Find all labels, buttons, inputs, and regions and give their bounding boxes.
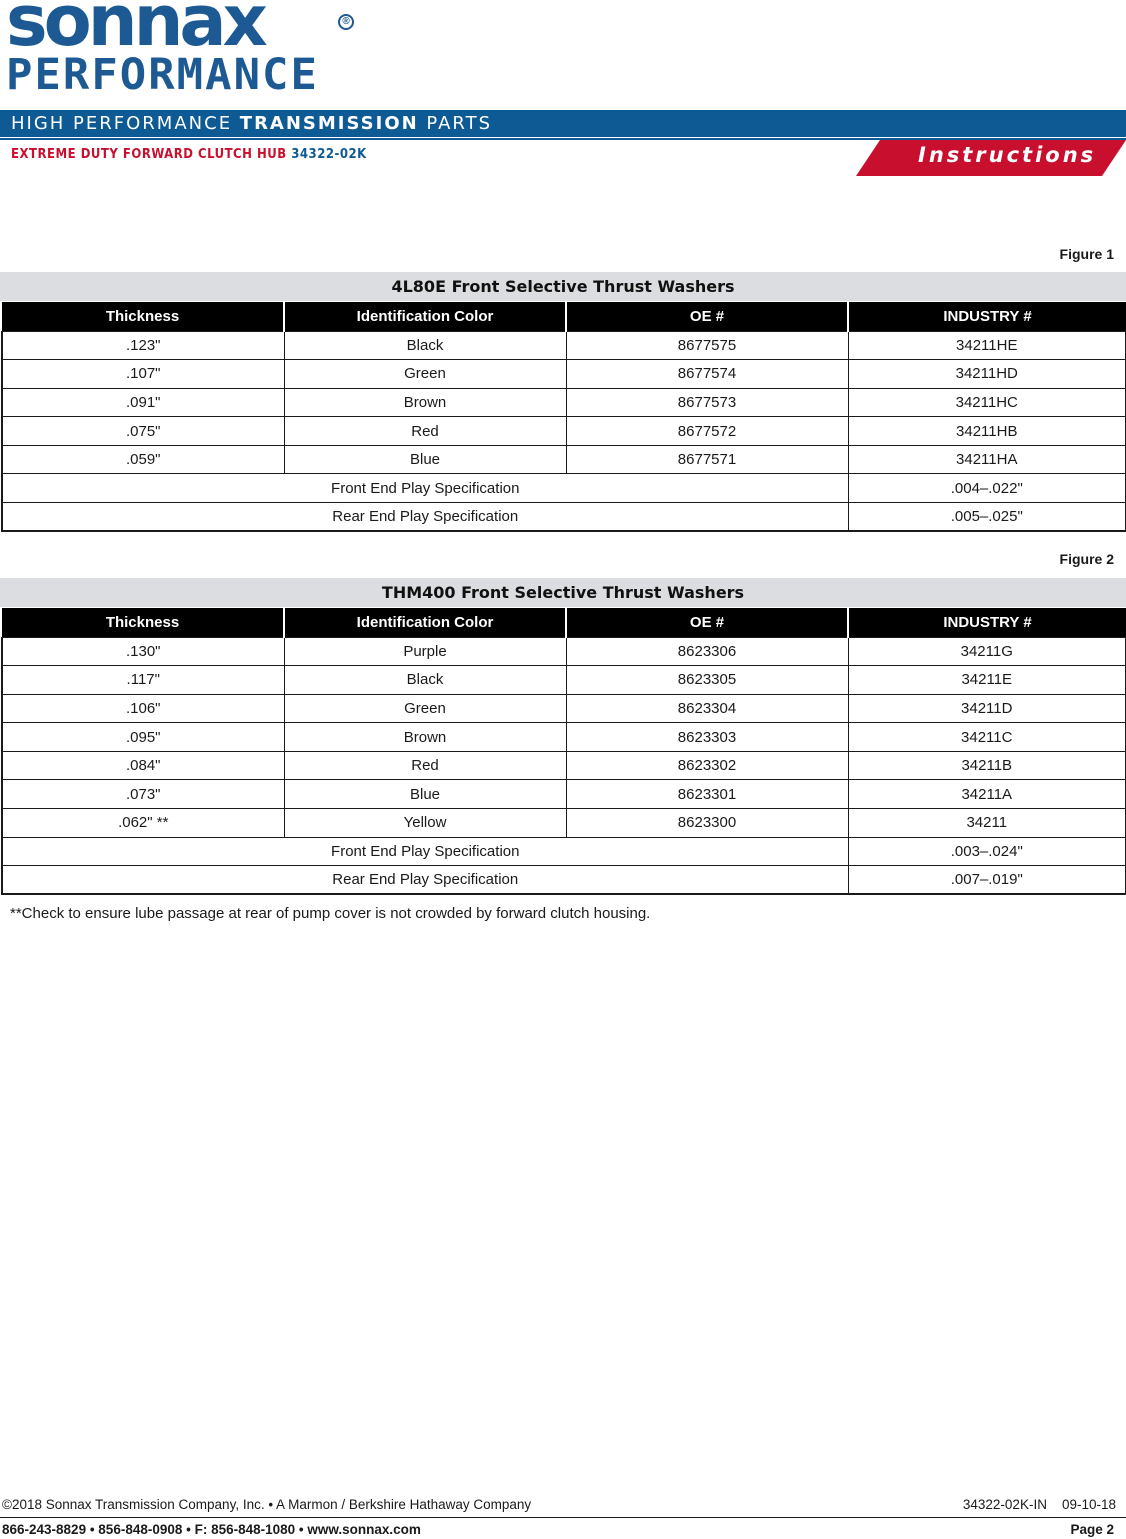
product-name: EXTREME DUTY FORWARD CLUTCH HUB	[11, 147, 287, 162]
column-header: OE #	[566, 302, 848, 331]
table-cell: Red	[284, 417, 566, 446]
footer-contact: 866-243-8829 • 856-848-0908 • F: 856-848-1080 • www.sonnax.com	[2, 1522, 421, 1537]
table-cell: 34211HC	[848, 388, 1126, 417]
table-cell: Purple	[284, 637, 566, 666]
table-cell: .106"	[2, 694, 284, 723]
footer-divider	[0, 1517, 1126, 1518]
table-cell: 34211HE	[848, 331, 1126, 360]
table-cell: 8677573	[566, 388, 848, 417]
product-number: 34322-02K	[291, 147, 367, 162]
column-header: Thickness	[2, 302, 284, 331]
table-row	[2, 723, 1126, 752]
column-header: Identification Color	[284, 302, 566, 331]
table-cell: .062" **	[2, 809, 284, 838]
table-cell: .107"	[2, 360, 284, 389]
table-cell: 34211C	[848, 723, 1126, 752]
table-cell: Red	[284, 751, 566, 780]
table-row	[2, 445, 1126, 474]
figure-1-label: Figure 1	[1059, 246, 1114, 262]
banner-text-bold: TRANSMISSION	[239, 113, 419, 134]
table-cell: .075"	[2, 417, 284, 446]
banner-text-pre: HIGH PERFORMANCE	[11, 113, 240, 134]
table-cell: Black	[284, 331, 566, 360]
table-cell: Blue	[284, 445, 566, 474]
table-cell: 8623304	[566, 694, 848, 723]
footer-page-number: Page 2	[1070, 1522, 1114, 1537]
table-header-row	[2, 302, 1126, 331]
table-row	[2, 751, 1126, 780]
spec-row	[2, 503, 1126, 532]
spec-value: .007–.019"	[848, 866, 1126, 895]
registered-mark: ®	[338, 14, 354, 30]
table-cell: 34211A	[848, 780, 1126, 809]
instructions-label: Instructions	[918, 143, 1097, 167]
column-header: OE #	[566, 608, 848, 637]
spec-label: Front End Play Specification	[2, 837, 848, 866]
table-cell: 8677572	[566, 417, 848, 446]
table-row	[2, 417, 1126, 446]
sonnax-performance-logo	[6, 0, 356, 100]
table-cell: 34211B	[848, 751, 1126, 780]
column-header: Thickness	[2, 608, 284, 637]
spec-value: .004–.022"	[848, 474, 1126, 503]
banner-text-post: PARTS	[418, 113, 493, 134]
table-cell: 8623305	[566, 666, 848, 695]
figure-2-label: Figure 2	[1059, 551, 1114, 567]
footnote: **Check to ensure lube passage at rear of pump cover is not crowded by forward clutch housing.	[10, 905, 651, 922]
table-cell: Green	[284, 694, 566, 723]
figure-1-title: 4L80E Front Selective Thrust Washers	[0, 272, 1126, 301]
spec-value: .003–.024"	[848, 837, 1126, 866]
spec-row	[2, 474, 1126, 503]
table-row	[2, 331, 1126, 360]
table-cell: 8623300	[566, 809, 848, 838]
table-cell: 34211HD	[848, 360, 1126, 389]
spec-row	[2, 837, 1126, 866]
spec-label: Rear End Play Specification	[2, 866, 848, 895]
footer-doc-id: 34322-02K-IN 09-10-18	[962, 1497, 1116, 1512]
table-cell: 34211E	[848, 666, 1126, 695]
spec-label: Rear End Play Specification	[2, 503, 848, 532]
banner-divider	[0, 138, 1126, 140]
table-cell: Green	[284, 360, 566, 389]
table-cell: 8623301	[566, 780, 848, 809]
column-header: INDUSTRY #	[848, 302, 1126, 331]
spec-label: Front End Play Specification	[2, 474, 848, 503]
table-cell: 8677571	[566, 445, 848, 474]
table-cell: Blue	[284, 780, 566, 809]
logo-wordmark: sonnax	[6, 0, 264, 62]
table-cell: .059"	[2, 445, 284, 474]
table-cell: 8677575	[566, 331, 848, 360]
table-row	[2, 360, 1126, 389]
table-row	[2, 637, 1126, 666]
figure-2-title: THM400 Front Selective Thrust Washers	[0, 578, 1126, 607]
table-cell: .117"	[2, 666, 284, 695]
column-header: INDUSTRY #	[848, 608, 1126, 637]
figure-1-table	[1, 302, 1126, 532]
spec-value: .005–.025"	[848, 503, 1126, 532]
figure-2-table	[1, 608, 1126, 895]
spec-row	[2, 866, 1126, 895]
table-row	[2, 809, 1126, 838]
table-row	[2, 780, 1126, 809]
table-cell: 34211G	[848, 637, 1126, 666]
table-cell: 34211D	[848, 694, 1126, 723]
table-cell: 8623302	[566, 751, 848, 780]
table-row	[2, 666, 1126, 695]
table-cell: .123"	[2, 331, 284, 360]
product-title	[11, 147, 367, 162]
table-cell: 34211	[848, 809, 1126, 838]
table-cell: Brown	[284, 723, 566, 752]
table-row	[2, 694, 1126, 723]
table-cell: 34211HB	[848, 417, 1126, 446]
table-row	[2, 388, 1126, 417]
table-cell: Black	[284, 666, 566, 695]
table-header-row	[2, 608, 1126, 637]
table-cell: .084"	[2, 751, 284, 780]
logo-subtitle: PERFORMANCE	[6, 50, 319, 100]
footer-copyright: ©2018 Sonnax Transmission Company, Inc. • A Marmon / Berkshire Hathaway Company	[2, 1497, 532, 1512]
table-cell: .073"	[2, 780, 284, 809]
column-header: Identification Color	[284, 608, 566, 637]
tagline-banner	[0, 110, 1126, 137]
table-cell: Yellow	[284, 809, 566, 838]
table-cell: 8623306	[566, 637, 848, 666]
table-cell: 8677574	[566, 360, 848, 389]
table-cell: .091"	[2, 388, 284, 417]
table-cell: .095"	[2, 723, 284, 752]
table-cell: .130"	[2, 637, 284, 666]
table-cell: Brown	[284, 388, 566, 417]
table-cell: 34211HA	[848, 445, 1126, 474]
table-cell: 8623303	[566, 723, 848, 752]
